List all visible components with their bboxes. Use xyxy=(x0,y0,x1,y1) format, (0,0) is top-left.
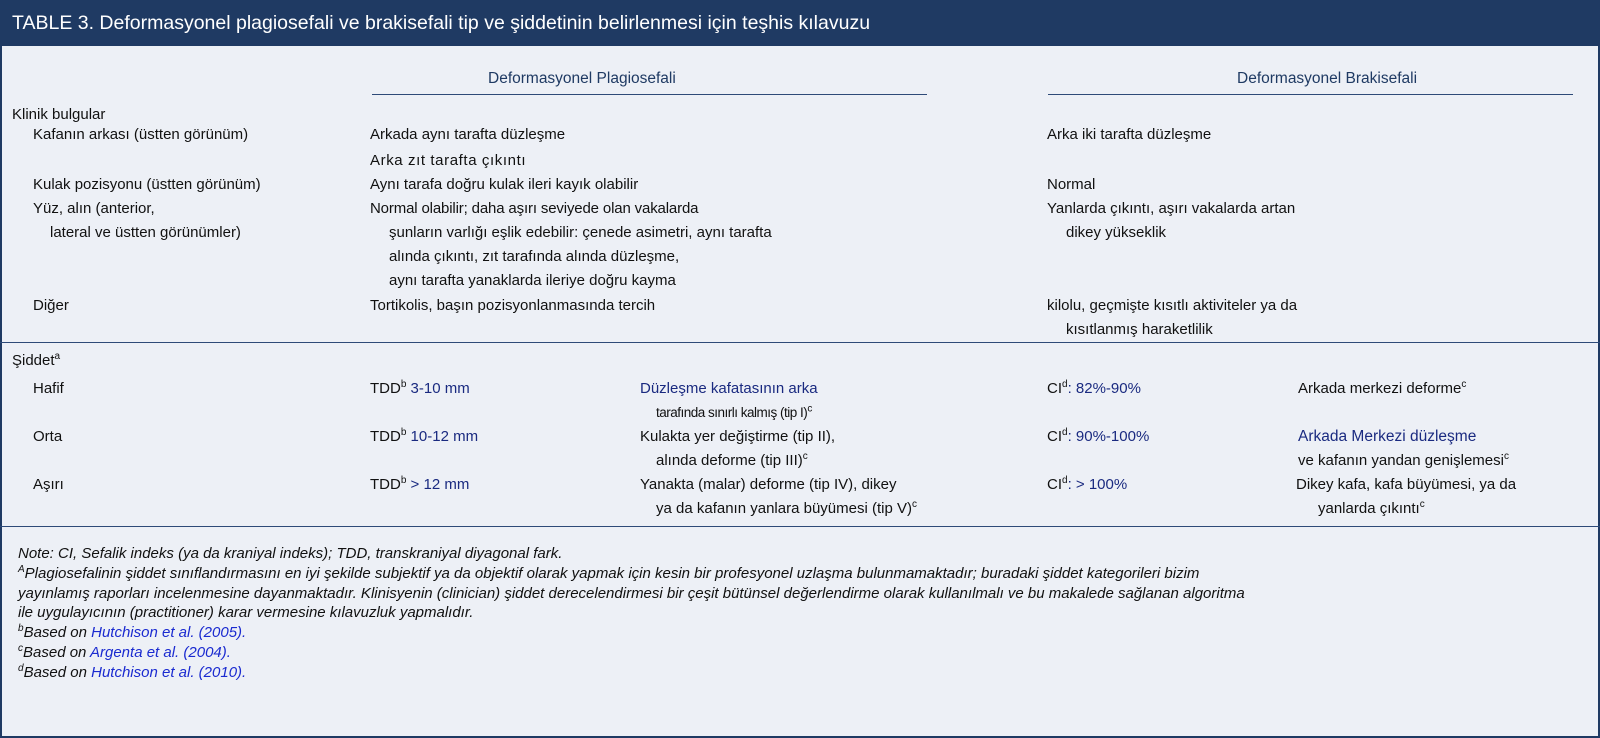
cell-mild-brachy-1: Arkada merkezi deforme$^c$ xyxy=(1298,379,1467,397)
cell-moderate-plagio-2: alında deforme (tip III)$^c$ xyxy=(656,451,808,469)
cell-ear-brachy: Normal xyxy=(1047,176,1096,193)
header-rule-brachy xyxy=(1048,94,1573,95)
reference-link-hutchison-2005[interactable]: Hutchison et al. (2005). xyxy=(91,624,247,642)
reference-link-hutchison-2010[interactable]: Hutchison et al. (2010). xyxy=(91,663,247,681)
cell-moderate-brachy-1: Arkada Merkezi düzleşme xyxy=(1298,428,1477,445)
cell-other-brachy-2: kısıtlanmış haraketlilik xyxy=(1066,321,1213,338)
cell-severe-brachy-1: Dikey kafa, kafa büyümesi, ya da xyxy=(1296,476,1517,493)
cell-face-plagio-3: alında çıkıntı, zıt tarafında alında düzleşme, xyxy=(389,248,680,265)
cell-face-brachy-2: dikey yükseklik xyxy=(1066,224,1167,241)
row-label-face-1: Yüz, alın (anterior, xyxy=(33,200,155,217)
header-rule-plagio xyxy=(372,94,927,95)
cell-mild-tdd: TDD$^b$ 3-10 mm xyxy=(370,379,470,397)
cell-face-plagio-4: aynı tarafta yanaklarda ileriye doğru kayma xyxy=(389,272,676,289)
cell-severe-plagio-1: Yanakta (malar) deforme (tip IV), dikey xyxy=(640,476,897,493)
note-a-line-2: yayınlamış raporları incelenmesine dayanmaktadır. Klinisyenin (clinician) şiddet derecelendirmesi bir çeşit bütünsel değerlendirme olarak kullanılmalı ve bu makalede sağlanan algoritma xyxy=(18,584,1245,602)
severity-label-severe: Aşırı xyxy=(33,476,64,493)
cell-mild-plagio-2: tarafında sınırlı kalmış (tip I)$^c$ xyxy=(656,403,812,420)
cell-severe-tdd: $TDD^b > 12$ mm xyxy=(370,475,470,493)
cell-face-plagio-2: şunların varlığı eşlik edebilir: çenede asimetri, aynı tarafta xyxy=(389,224,772,241)
cell-mild-ci: $CI^d$: 82%-90% xyxy=(1047,379,1141,397)
cell-back-plagio-2: Arka zıt tarafta çıkıntı xyxy=(370,152,527,169)
table-title: TABLE 3. Deformasyonel plagiosefali ve brakisefali tip ve şiddetinin belirlenmesi için teşhis kılavuzu xyxy=(0,0,1600,46)
cell-mild-plagio-1: Düzleşme kafatasının arka xyxy=(640,380,818,397)
row-label-ear-position: Kulak pozisyonu (üstten görünüm) xyxy=(33,176,261,193)
table-notes xyxy=(18,544,1588,683)
note-c: $^c$Based on Argenta et al. (2004). xyxy=(18,642,231,661)
severity-label-mild: Hafif xyxy=(33,380,64,397)
note-abbreviations: Note: CI, Sefalik indeks (ya da kraniyal indeks); TDD, transkraniyal diyagonal fark. xyxy=(18,545,563,562)
cell-other-brachy-1: kilolu, geçmişte kısıtlı aktiviteler ya da xyxy=(1047,297,1298,314)
cell-severe-plagio-2: ya da kafanın yanlara büyümesi (tip V)$^c$ xyxy=(656,499,917,517)
section-divider-1 xyxy=(0,342,1600,343)
cell-other-plagio: Tortikolis, başın pozisyonlanmasında tercih xyxy=(370,297,656,314)
cell-face-brachy-1: Yanlarda çıkıntı, aşırı vakalarda artan xyxy=(1047,200,1296,217)
row-label-face-2: lateral ve üstten görünümler) xyxy=(50,224,241,241)
note-a-line-3: ile uygulayıcının (practitioner) karar vermesine kılavuzluk yapmalıdır. xyxy=(18,604,474,622)
reference-link-argenta-2004[interactable]: Argenta et al. (2004). xyxy=(90,643,231,661)
section-severity: Şiddet$^a$ xyxy=(12,351,61,369)
header-plagiosefali: Deformasyonel Plagiosefali xyxy=(488,70,676,87)
section-divider-2 xyxy=(0,526,1600,527)
section-clinical-findings: Klinik bulgular xyxy=(12,106,106,123)
note-a-line-1: $^A$Plagiosefalinin şiddet sınıflandırmasını en iyi şekilde subjektif ya da objektif olarak yapmak için kesin bir profesyonel uzlaşma bulunmamaktadır; buradaki şiddet kategorileri bizim xyxy=(18,563,1200,582)
cell-severe-brachy-2: yanlarda çıkıntı$^c$ xyxy=(1318,499,1425,517)
cell-severe-ci: $CI^d$: > 100% xyxy=(1047,475,1128,493)
cell-back-brachy: Arka iki tarafta düzleşme xyxy=(1047,126,1212,143)
cell-moderate-tdd: TDD$^b$ 10-12 mm xyxy=(370,427,479,445)
header-brakisefali: Deformasyonel Brakisefali xyxy=(1237,70,1418,87)
cell-face-plagio-1: Normal olabilir; daha aşırı seviyede olan vakalarda xyxy=(370,200,699,217)
severity-label-moderate: Orta xyxy=(33,428,63,445)
note-d: $^d$Based on Hutchison et al. (2010). xyxy=(18,662,247,681)
cell-moderate-ci: $CI^d$: 90%-100% xyxy=(1047,427,1150,445)
row-label-other: Diğer xyxy=(33,297,69,314)
cell-moderate-plagio-1: Kulakta yer değiştirme (tip II), xyxy=(640,428,836,445)
note-b: $^b$Based on Hutchison et al. (2005). xyxy=(18,623,247,642)
cell-back-plagio-1: Arkada aynı tarafta düzleşme xyxy=(370,126,566,143)
cell-moderate-brachy-2: ve kafanın yandan genişlemesi$^c$ xyxy=(1298,451,1509,469)
row-label-back-of-head: Kafanın arkası (üstten görünüm) xyxy=(33,126,249,143)
cell-ear-plagio: Aynı tarafa doğru kulak ileri kayık olabilir xyxy=(370,176,639,193)
